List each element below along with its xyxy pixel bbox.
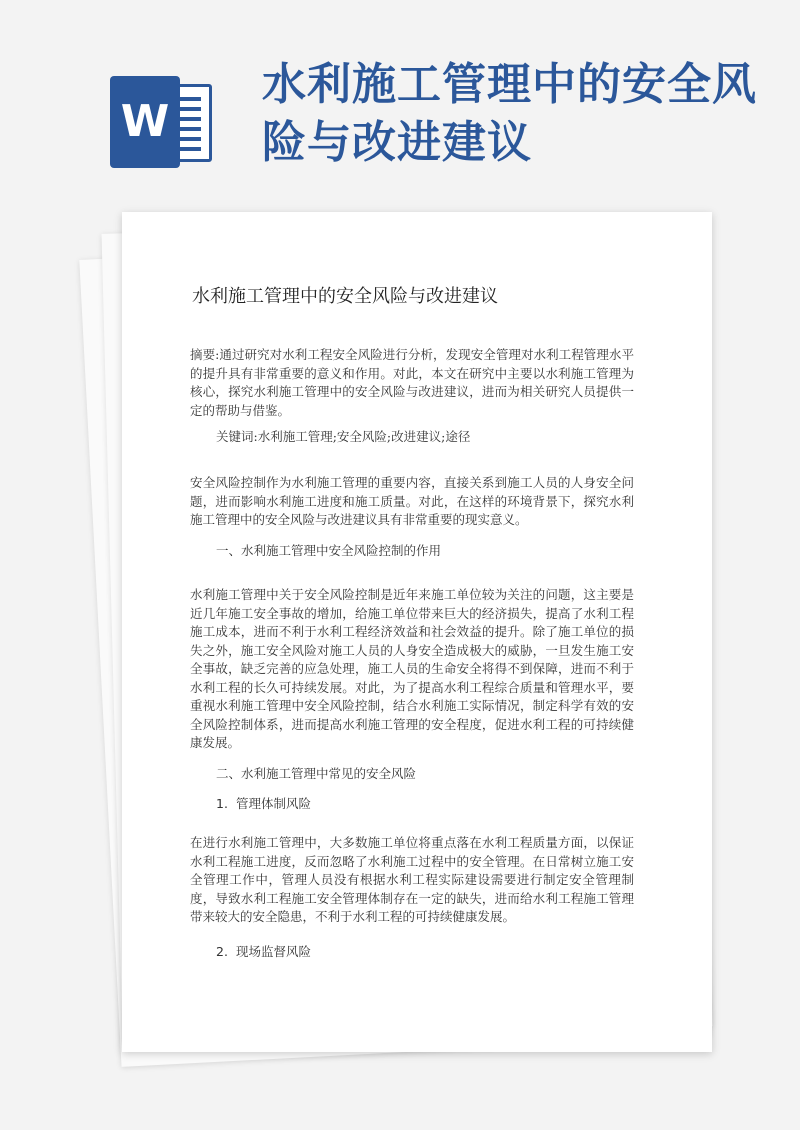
section2-heading: 二、水利施工管理中常见的安全风险 bbox=[216, 766, 417, 781]
abstract-paragraph: 摘要:通过研究对水利工程安全风险进行分析，发现安全管理对水利工程管理水平的提升具有非常重要的意义和作用。对此，本文在研究中主要以水利施工管理为核心，探究水利施工管理中的安全风险与改进建议，进而为相关研究人员提供一定的帮助与借鉴。 bbox=[190, 347, 634, 418]
keywords-line: 关键词:水利施工管理;安全风险;改进建议;途径 bbox=[216, 429, 471, 444]
item1-paragraph: 在进行水利施工管理中，大多数施工单位将重点落在水利工程质量方面，以保证水利工程施工进度，反而忽略了水利施工过程中的安全管理。在日常树立施工安全管理工作中，管理人员没有根据水利工程实际建设需要进行制定安全管理制度，导致水利工程施工安全管理体制存在一定的缺失，进而给水利工程施工管理带来较大的安全隐患，不利于水利工程的可持续健康发展。 bbox=[190, 835, 634, 924]
intro-paragraph: 安全风险控制作为水利施工管理的重要内容，直接关系到施工人员的人身安全问题，进而影响水利施工进度和施工质量。对此，在这样的环境背景下，探究水利施工管理中的安全风险与改进建议具有非常重要的现实意义。 bbox=[190, 475, 634, 527]
banner-title: 水利施工管理中的安全风险与改进建议 bbox=[262, 59, 757, 168]
word-badge: W bbox=[110, 76, 180, 168]
document-page bbox=[122, 212, 712, 1052]
document-title: 水利施工管理中的安全风险与改进建议 bbox=[192, 286, 498, 307]
item1-title: 管理体制风险 bbox=[235, 796, 311, 811]
item1-heading bbox=[216, 794, 311, 812]
item2-heading bbox=[216, 942, 311, 960]
header-banner bbox=[0, 0, 800, 210]
section1-paragraph: 水利施工管理中关于安全风险控制是近年来施工单位较为关注的问题，这主要是近几年施工安全事故的增加，给施工单位带来巨大的经济损失，提高了水利工程施工成本，进而不利于水利工程经济效益和社会效益的提升。除了施工单位的损失之外，施工安全风险对施工人员的人身安全造成极大的威胁，一旦发生施工安全事故，缺乏完善的应急处理，施工人员的生命安全将得不到保障，进而不利于水利工程的长久可持续发展。对此，为了提高水利工程综合质量和管理水平，要重视水利施工管理中安全风险控制，结合水利施工实际情况，制定科学有效的安全风险控制体系，进而提高水利施工管理的安全程度，促进水利工程的可持续健康发展。 bbox=[190, 587, 634, 750]
word-icon bbox=[110, 72, 216, 172]
item2-number: 2. bbox=[216, 944, 228, 959]
section1-heading: 一、水利施工管理中安全风险控制的作用 bbox=[216, 543, 442, 558]
item1-number: 1. bbox=[216, 796, 228, 811]
item2-title: 现场监督风险 bbox=[235, 944, 311, 959]
